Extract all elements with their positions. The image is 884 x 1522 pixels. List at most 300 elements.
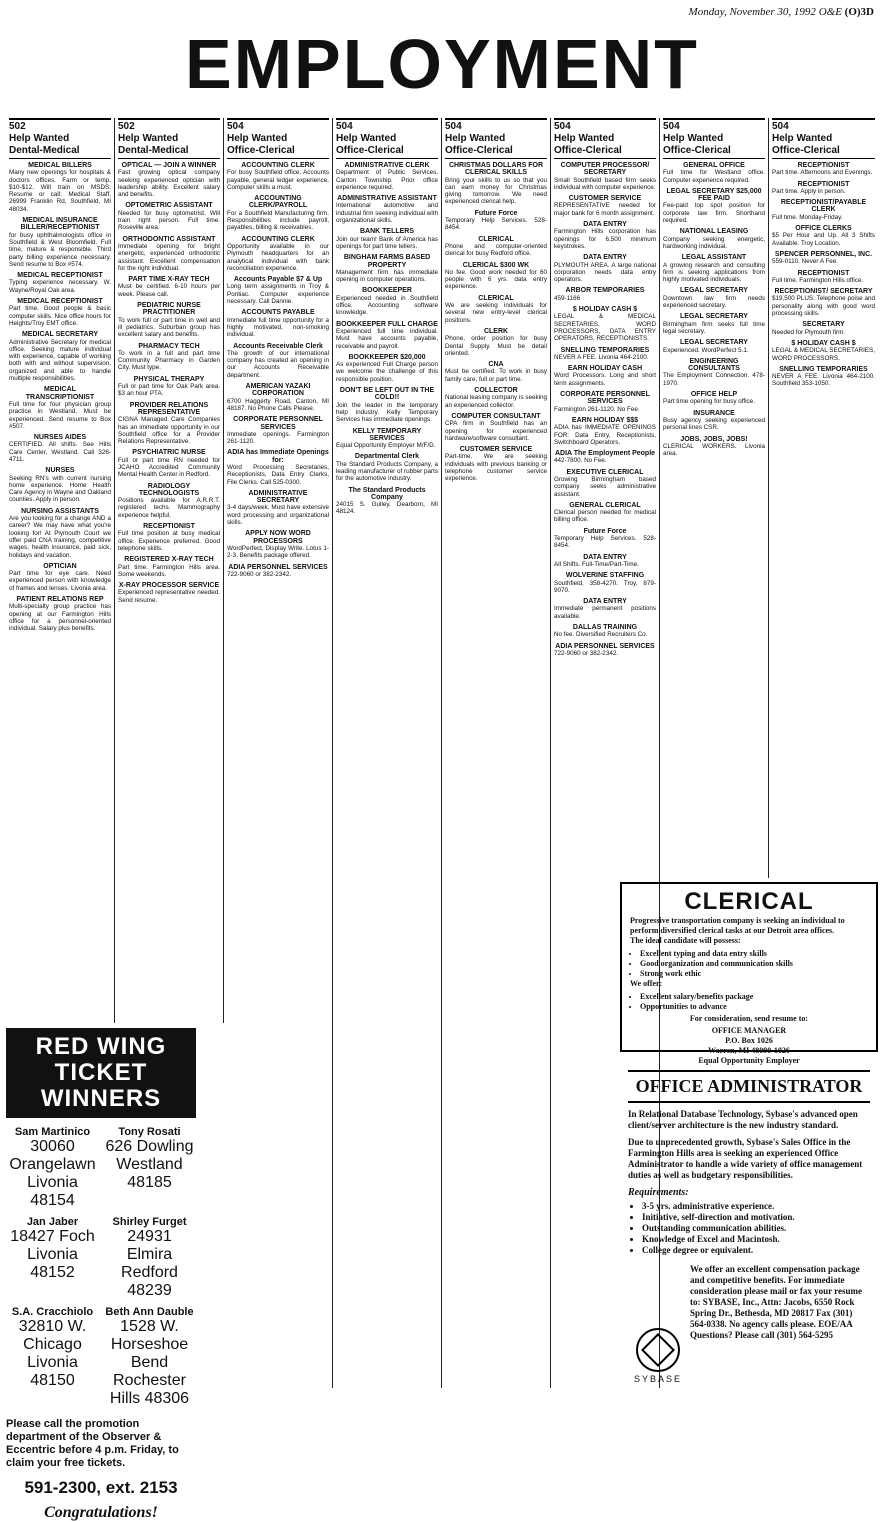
- ad-title: RECEPTIONIST: [797, 180, 850, 188]
- classified-ad: [336, 321, 438, 350]
- ad-title: DATA ENTRY: [583, 598, 627, 606]
- ad-title: ACCOUNTING CLERK/PAYROLL: [248, 195, 308, 210]
- ad-title: BINGHAM FARMS BASED PROPERTY: [343, 254, 431, 269]
- ad-body: Fast growing optical company seeking experienced optician with leadership ability. Excellent salary and benefits.: [118, 169, 220, 199]
- ad-body: Word Processors. Long and short term assignments.: [554, 372, 656, 387]
- ad-title: The Standard Products Company: [348, 486, 426, 501]
- ad-body: Are you looking for a change AND a career? We may have what you're looking for! At Plymouth Court we offer paid CNA training, competitive wages, health insurance, paid sick, holidays and vacation.: [9, 515, 111, 559]
- ad-title: LEGAL SECRETARY: [680, 313, 748, 321]
- column-heading-label: Help Wanted: [227, 133, 288, 144]
- masthead: [0, 0, 884, 110]
- oa-requirement-item: • 3-5 yrs. administrative experience.: [642, 1201, 870, 1212]
- ad-body: As experienced Full Charge person we welcome the challenge of this responsible position.: [336, 361, 438, 383]
- sybase-logo-icon: [636, 1328, 680, 1372]
- ad-title: KELLY TEMPORARY SERVICES: [352, 427, 422, 442]
- classified-ad: [9, 217, 111, 268]
- classified-column: [769, 118, 878, 878]
- oa-requirements-label: Requirements:: [628, 1187, 689, 1198]
- classified-ad: [9, 162, 111, 213]
- classified-column: [115, 118, 224, 1023]
- ad-body: Full time for four physician group practice in Westland. Must be experienced. Send resume to Box #507.: [9, 400, 111, 430]
- ad-title: RADIOLOGY TECHNOLOGISTS: [138, 482, 200, 497]
- ad-title: Future Force: [474, 209, 518, 217]
- clerical-contact-label: For consideration, send resume to:: [689, 1014, 809, 1023]
- classified-ad: [445, 295, 547, 324]
- classified-ad: [554, 598, 656, 620]
- clerical-title: CLERICAL: [684, 888, 814, 915]
- winner-addr2: Rochester Hills 48306: [109, 1372, 190, 1407]
- ad-body: NEVER A FEE. Livonia 464-2100. Southfield 353-1050.: [772, 373, 875, 388]
- ad-title: APPLY NOW WORD PROCESSORS: [245, 530, 311, 545]
- oa-closing: We offer an excellent compensation package and competitive benefits. For immediate consideration please mail or fax your resume to: SYBASE, Inc., Attn: Jacobs, 6550 Rock Spring Dr., Bethesda, MD 20817 Fax (301) 564-0338. No agency calls please. EOE/AA Questions? Please call (301) 564-5295: [690, 1264, 862, 1340]
- classified-ad: [663, 339, 765, 354]
- ad-body: Farmington Hills corporation has openings for 6,500 minimum keystrokes.: [554, 228, 656, 250]
- ad-body: Temporary Help Services. 528-8454.: [554, 535, 656, 550]
- ad-body: PLYMOUTH AREA. A large national corporation needs data entry operators.: [554, 261, 656, 284]
- oa-paragraph-2: Due to unprecedented growth, Sybase's Sales Office in the Farmington Hills area is seeking an experienced Office Administrator to handle a wide variety of office management duties as well as budgetary responsibilities.: [628, 1137, 863, 1180]
- ad-title: Accounts Receivable Clerk: [233, 342, 323, 350]
- ad-title: MEDICAL RECEPTIONIST: [17, 272, 103, 280]
- classified-ad: [554, 572, 656, 594]
- classified-ad: [9, 508, 111, 559]
- winner-addr2: Westland 48185: [116, 1156, 183, 1191]
- classified-ad: [9, 434, 111, 463]
- paper-name: O&E: [818, 6, 842, 18]
- classified-ad: [336, 428, 438, 450]
- ad-body: Experienced. WordPerfect 5.1.: [663, 346, 749, 354]
- classified-ad: [9, 467, 111, 503]
- ad-title: CUSTOMER SERVICE: [568, 195, 642, 203]
- ad-title: OFFICE HELP: [690, 391, 738, 399]
- classified-ad: [772, 181, 875, 196]
- classified-ad: [227, 276, 329, 305]
- ad-body: WordPerfect, Display Write. Lotus 1-2-3. Benefits package offered.: [227, 544, 329, 560]
- classified-ad: [663, 287, 765, 309]
- ad-body: Needed for Plymouth firm.: [772, 328, 846, 336]
- classified-ad: [336, 254, 438, 283]
- ad-body: Part time. Farmington Hills area. Some weekends.: [118, 563, 220, 578]
- clerical-possesses-item: • Good organization and communication skills: [640, 959, 868, 969]
- classified-ad: [227, 564, 329, 579]
- winner-name: Jan Jaber: [26, 1216, 79, 1228]
- ad-body: 442-7800. No Fee.: [554, 457, 607, 465]
- classified-column: [660, 118, 769, 878]
- column-heading-sub: Office-Clerical: [772, 145, 840, 156]
- classified-ad: [227, 195, 329, 231]
- classified-ad: [554, 469, 656, 498]
- ad-body: Word Processing Secretaries, Receptionists, Data Entry Clerks, File Clerks. Call 525-0300.: [227, 463, 329, 486]
- winner-entry: [103, 1126, 196, 1210]
- column-heading: [336, 118, 438, 159]
- column-heading: [118, 118, 220, 159]
- classified-ad: [663, 313, 765, 335]
- winner-addr2: Redford 48239: [121, 1264, 178, 1299]
- column-heading-title: 504: [445, 121, 462, 132]
- ad-title: JOBS, JOBS, JOBS!: [680, 435, 748, 443]
- classified-ad: [554, 162, 656, 191]
- ad-body: Part time opening for busy office.: [663, 398, 755, 406]
- ad-title: RECEPTIONIST: [143, 523, 195, 531]
- classified-ad: [118, 556, 220, 578]
- ad-title: BANK TELLERS: [359, 228, 415, 236]
- ad-body: Department of Public Services, Canton Township. Prior office experience required.: [336, 169, 438, 191]
- ad-body: Bring your skills to us so that you can earn money for Christmas giving tomorrow. We need experienced clerical help.: [445, 176, 547, 206]
- classified-ad: [772, 321, 875, 336]
- ad-title: ADIA has Immediate Openings for:: [227, 449, 329, 464]
- ad-body: Immediate full time opportunity for a highly motivated, non-smoking individual.: [227, 316, 329, 339]
- ad-body: Farmington 261-1120. No Fee.: [554, 405, 640, 413]
- classified-ad: [772, 270, 875, 285]
- classified-ad: [663, 410, 765, 432]
- ad-title: ENGINEERING CONSULTANTS: [688, 357, 740, 373]
- ad-body: NEVER A FEE. Livonia 464-2100.: [554, 353, 649, 361]
- ad-body: 722-9060 or 382-2342.: [554, 649, 619, 657]
- ad-title: NATIONAL LEASING: [679, 228, 749, 236]
- winners-list: [6, 1126, 196, 1408]
- classified-ad: [9, 298, 111, 327]
- classified-ad: [554, 554, 656, 569]
- ad-title: DATA ENTRY: [583, 221, 627, 229]
- ad-title: PHYSICAL THERAPY: [133, 375, 205, 383]
- classified-ad: [118, 402, 220, 446]
- winner-addr2: Livonia 48154: [27, 1174, 78, 1209]
- ad-body: 459-1166: [554, 294, 581, 302]
- oa-requirements-list: [628, 1201, 870, 1256]
- column-heading: [663, 118, 765, 159]
- ad-title: Accounts Payable $7 & Up: [233, 276, 323, 284]
- oa-requirement-item: • Outstanding communication abilities.: [642, 1223, 870, 1234]
- classified-ad: [227, 309, 329, 338]
- ad-title: PSYCHIATRIC NURSE: [132, 449, 206, 457]
- clerical-possesses-item: • Strong work ethic: [640, 969, 868, 979]
- red-wing-note: Please call the promotion department of the Observer & Eccentric before 4 p.m. Friday, to claim your free tickets.: [6, 1418, 179, 1469]
- ad-body: 6700 Haggerty Road, Canton, MI 48187. No Phone Calls Please.: [227, 397, 329, 412]
- winner-name: Shirley Furget: [112, 1216, 187, 1228]
- winner-addr1: 32810 W. Chicago: [18, 1318, 87, 1353]
- column-heading: [227, 118, 329, 159]
- ad-body: The Employment Connection. 478-1970.: [663, 372, 765, 387]
- ad-title: CLERICAL: [478, 294, 514, 302]
- classified-ad: [772, 162, 875, 177]
- column-heading-sub: Dental-Medical: [118, 145, 189, 156]
- classified-ad: [118, 202, 220, 231]
- clerical-possesses-list: [630, 949, 868, 979]
- classified-ad: [554, 417, 656, 446]
- ad-body: Full time for Westland office. Computer experience required.: [663, 169, 765, 184]
- ad-title: SNELLING TEMPORARIES: [560, 346, 650, 354]
- column-heading: [445, 118, 547, 159]
- oa-requirement-item: • Knowledge of Excel and Macintosh.: [642, 1234, 870, 1245]
- ad-body: We are seeking individuals for several new entry-level clerical positions.: [445, 302, 547, 324]
- ad-title: EARN HOLIDAY CASH: [567, 365, 643, 373]
- classified-ad: [445, 387, 547, 409]
- column-heading-title: 504: [554, 121, 571, 132]
- winner-addr1: 18427 Foch: [10, 1228, 95, 1245]
- ad-title: OPTOMETRIC ASSISTANT: [125, 202, 213, 210]
- ad-body: LEGAL & MEDICAL SECRETARIES, WORD PROCESSORS, DATA ENTRY OPERATORS, RECEPTIONISTS.: [554, 313, 656, 343]
- ad-body: To work in a full and part time Community Pharmacy in Garden City. Must type.: [118, 349, 220, 372]
- ad-title: CORPORATE PERSONNEL SERVICES: [560, 391, 650, 406]
- classified-ad: [445, 262, 547, 291]
- ad-body: Small Southfield based firm seeks individual with computer experience.: [554, 176, 656, 191]
- office-administrator-ad: [620, 1066, 878, 1388]
- ad-title: MEDICAL INSURANCE BILLER/RECEPTIONIST: [20, 217, 100, 232]
- column-heading-title: 502: [118, 121, 135, 132]
- classified-ad: [663, 436, 765, 458]
- clerical-contact-line: Warren, MI 48090-1026: [708, 1046, 790, 1055]
- ad-body: REPRESENTATIVE needed for major bank for 6 month assignment.: [554, 202, 656, 217]
- winner-entry: [6, 1306, 99, 1408]
- ad-title: PART TIME X-RAY TECH: [128, 276, 210, 284]
- classified-ad: [118, 236, 220, 272]
- ad-body: Must be certified. To work in busy family care, full or part time.: [445, 368, 547, 383]
- classified-ad: [118, 523, 220, 552]
- ad-body: for busy ophthalmologists office in Southfield & West Bloomfield. Full time, mature & responsible. Third party billing experience necessary. Send resume to Box #574.: [9, 231, 111, 268]
- ad-body: Management firm has immediate opening in computer operations.: [336, 268, 438, 284]
- winner-entry: [103, 1306, 196, 1408]
- ad-title: SECRETARY: [802, 321, 845, 329]
- ad-title: RECEPTIONIST: [797, 269, 850, 277]
- classified-ad: [554, 624, 656, 639]
- ad-title: WOLVERINE STAFFING: [565, 572, 645, 580]
- classified-ad: [336, 287, 438, 316]
- ad-title: NURSES: [45, 467, 75, 475]
- classified-ad: [336, 195, 438, 224]
- ad-title: DATA ENTRY: [583, 254, 627, 262]
- ad-title: RECEPTIONIST: [797, 162, 850, 169]
- oa-paragraph-1: In Relational Database Technology, Sybase's advanced open client/server architecture is the new industry standard.: [628, 1109, 858, 1130]
- classified-ad: [227, 383, 329, 412]
- clerical-contact-line: P.O. Box 1026: [725, 1036, 773, 1045]
- ad-body: Phone, order position for busy Dental Supply. Must be detail oriented.: [445, 335, 547, 357]
- ad-title: ADIA The Employment People: [554, 450, 656, 458]
- ad-body: Part time for eye care. Need experienced person with knowledge of frames and lenses. Livonia area.: [9, 570, 111, 592]
- ad-title: Departmental Clerk: [354, 453, 420, 461]
- ad-title: ADMINISTRATIVE CLERK: [344, 162, 430, 169]
- column-heading-sub: Office-Clerical: [663, 145, 731, 156]
- oa-requirement-item: • College degree or equivalent.: [642, 1245, 870, 1256]
- classified-ad: [663, 254, 765, 283]
- ad-title: MEDICAL BILLERS: [28, 162, 92, 169]
- ad-body: 24015 S. Gulley, Dearborn, MI 48124.: [336, 501, 438, 516]
- ad-title: LEGAL SECRETARY: [680, 287, 748, 295]
- ad-title: AMERICAN YAZAKI CORPORATION: [245, 383, 311, 398]
- ad-title: BOOKKEEPER FULL CHARGE: [336, 320, 438, 328]
- ad-title: RECEPTIONIST/PAYABLE CLERK: [780, 199, 867, 214]
- ad-title: SPENCER PERSONNEL, INC.: [774, 250, 873, 258]
- ad-title: OPTICAL — JOIN A WINNER: [121, 162, 217, 169]
- ad-title: ORTHODONTIC ASSISTANT: [122, 235, 216, 243]
- classified-ad: [118, 483, 220, 519]
- ad-body: Full time position at busy medical office. Experience preferred. Good telephone skills.: [118, 530, 220, 552]
- ad-body: Part time. Apply in person.: [772, 187, 846, 195]
- classified-ad: [554, 643, 656, 658]
- ad-title: MEDICAL SECRETARY: [21, 331, 99, 339]
- ad-body: Typing experience necessary. W. Wayne/Royal Oak area.: [9, 279, 111, 294]
- classified-ad: [227, 162, 329, 191]
- ad-body: International automotive and industrial firm seeking individual with organizational skills.: [336, 202, 438, 225]
- oa-requirement-item: • Initiative, self-direction and motivation.: [642, 1212, 870, 1223]
- ad-body: $5 Per Hour and Up. All 3 Shifts Available. Troy Location.: [772, 232, 875, 247]
- ad-title: LEGAL SECRETARY $25,000 FEE PAID: [666, 187, 762, 203]
- column-heading-sub: Office-Clerical: [445, 145, 513, 156]
- ad-body: Clerical person needed for medical billing office.: [554, 509, 656, 524]
- column-heading-label: Help Wanted: [663, 133, 724, 144]
- classified-ad: [118, 343, 220, 372]
- ad-title: GENERAL CLERICAL: [569, 501, 641, 509]
- ad-body: 3-4 days/week. Must have extensive word processing and organizational skills.: [227, 504, 329, 527]
- classified-ad: [772, 199, 875, 221]
- ad-body: Experienced full time individual. Must have accounts payable, receivable and payroll.: [336, 327, 438, 350]
- ad-title: SNELLING TEMPORARIES: [779, 365, 868, 373]
- ad-body: Full time. Monday-Friday.: [772, 213, 843, 221]
- column-heading: [9, 118, 111, 159]
- classified-ad: [9, 563, 111, 592]
- column-heading-title: 504: [336, 121, 353, 132]
- classified-ad: [445, 446, 547, 482]
- winner-entry: [103, 1216, 196, 1300]
- classified-ad: [445, 162, 547, 206]
- ad-title: ADIA PERSONNEL SERVICES: [555, 642, 655, 650]
- column-heading: [554, 118, 656, 159]
- classified-ad: [554, 528, 656, 550]
- classified-column: [224, 118, 333, 1388]
- ad-title: COMPUTER PROCESSOR/ SECRETARY: [560, 162, 650, 177]
- column-heading-label: Help Wanted: [772, 133, 833, 144]
- classified-ad: [445, 236, 547, 258]
- classified-column: [442, 118, 551, 1388]
- ad-body: No fee. Good work needed for 60 people with 6 yrs. data entry experience.: [445, 268, 547, 291]
- winner-name: Tony Rosati: [118, 1126, 181, 1138]
- ad-body: CERTIFIED. All shifts. See Hills Care Center, Westland. Call 326-4711.: [9, 441, 111, 463]
- clerical-possesses-label: The ideal candidate will possess:: [630, 936, 741, 945]
- ad-body: Fee-paid top spot position for corporate law firm. Shorthand required.: [663, 202, 765, 225]
- ad-body: ADIA has IMMEDIATE OPENINGS FOR: Data Entry, Receptionists, Switchboard Operators.: [554, 424, 656, 446]
- ad-body: Opportunity available in our Plymouth headquarters for an analytical individual with bank reconciliation experience.: [227, 242, 329, 272]
- classified-ad: [445, 328, 547, 357]
- ad-title: ARBOR TEMPORARIES: [565, 287, 645, 295]
- classified-ad: [9, 386, 111, 430]
- classified-ad: [663, 162, 765, 184]
- winner-entry: [6, 1216, 99, 1300]
- ad-body: For busy Southfield office. Accounts payable, general ledger experience. Computer skills a must.: [227, 169, 329, 191]
- ad-title: DALLAS TRAINING: [572, 624, 638, 632]
- classified-ad: [445, 361, 547, 383]
- column-heading-sub: Office-Clerical: [336, 145, 404, 156]
- winner-addr1: 626 Dowling: [105, 1138, 194, 1155]
- ad-body: Must be certified. 6-10 hours per week. Please call.: [118, 283, 220, 298]
- ad-title: DATA ENTRY: [583, 553, 627, 561]
- classified-ad: [336, 453, 438, 482]
- clerical-contact-line: Equal Opportunity Employer: [698, 1056, 800, 1065]
- ad-body: Experienced needed in Southfield office. Accounting software knowledge.: [336, 294, 438, 317]
- column-heading: [772, 118, 875, 159]
- ad-title: COLLECTOR: [474, 387, 518, 395]
- ad-title: OFFICE CLERKS: [795, 225, 852, 233]
- ad-title: ACCOUNTING CLERK: [241, 162, 315, 169]
- classified-ad: [118, 449, 220, 478]
- ad-title: EXECUTIVE CLERICAL: [566, 468, 644, 476]
- red-wing-ticket-winners: [6, 1028, 196, 1521]
- ad-title: PEDIATRIC NURSE PRACTITIONER: [137, 302, 201, 317]
- ad-title: REGISTERED X-RAY TECH: [124, 556, 214, 564]
- classified-column: [6, 118, 115, 1023]
- oa-title: OFFICE ADMINISTRATOR: [628, 1070, 870, 1103]
- column-heading-label: Help Wanted: [445, 133, 506, 144]
- clerical-possesses-item: • Excellent typing and data entry skills: [640, 949, 868, 959]
- classified-ad: [554, 347, 656, 362]
- classified-ad: [9, 331, 111, 382]
- classified-ad: [772, 340, 875, 362]
- column-heading-sub: Dental-Medical: [9, 145, 80, 156]
- ad-title: PATIENT RELATIONS REP: [16, 596, 104, 604]
- ad-body: Multi-specialty group practice has opening at our Farmington Hills office for a personnel-oriented individual. Salary plus benefits.: [9, 603, 111, 633]
- classified-ad: [554, 306, 656, 342]
- winner-name: Beth Ann Dauble: [105, 1306, 194, 1318]
- clerical-offer-label: We offer:: [630, 979, 663, 988]
- ad-body: Join our team! Bank of America has openings for part time tellers.: [336, 235, 438, 250]
- ad-title: NURSING ASSISTANTS: [21, 507, 99, 515]
- sybase-logo: [634, 1328, 682, 1384]
- column-heading-sub: Office-Clerical: [554, 145, 622, 156]
- section-title: [0, 25, 884, 103]
- clerical-contact-line: OFFICE MANAGER: [711, 1026, 787, 1035]
- ad-title: CORPORATE PERSONNEL SERVICES: [233, 416, 323, 431]
- ad-body: LEGAL & MEDICAL SECRETARIES, WORD PROCESSORS.: [772, 347, 875, 362]
- section-label: (O)3D: [844, 6, 874, 18]
- ad-body: Immediate permanent positions available.: [554, 605, 656, 620]
- ad-body: Part-time. We are seeking individuals with previous banking or telephone customer service experience.: [445, 453, 547, 483]
- ad-body: Part time. Good people & basic computer skills. Nice office hours for Heights/Troy EMT office.: [9, 305, 111, 327]
- classified-column: [333, 118, 442, 1388]
- ad-title: ACCOUNTS PAYABLE: [241, 309, 315, 317]
- classified-ad: [554, 391, 656, 413]
- ad-title: CLERK: [483, 327, 509, 335]
- date-line: [689, 6, 874, 18]
- clerical-offer-item: • Opportunities to advance: [640, 1002, 868, 1012]
- ad-body: Full or part time for Oak Park area. $3 an hour PTA.: [118, 383, 220, 398]
- classified-ad: [554, 450, 656, 465]
- classified-ad: [227, 236, 329, 272]
- ad-title: ADMINISTRATIVE SECRETARY: [248, 489, 308, 505]
- ad-body: CLERICAL WORKERS. Livonia area.: [663, 442, 765, 458]
- ad-title: GENERAL OFFICE: [683, 162, 745, 169]
- classified-ad: [118, 162, 220, 198]
- red-wing-header: [6, 1028, 196, 1118]
- winner-addr2: Livonia 48150: [27, 1354, 78, 1389]
- column-heading-label: Help Wanted: [336, 133, 397, 144]
- classified-ad: [9, 596, 111, 632]
- classified-ad: [118, 276, 220, 298]
- ad-body: Needed for busy optometrist. Will train right person. Full time. Roseville area.: [118, 209, 220, 232]
- red-wing-title: RED WING: [35, 1033, 167, 1060]
- classified-ad: [336, 228, 438, 250]
- clerical-contact: [630, 1026, 868, 1066]
- classified-ad: [227, 416, 329, 445]
- ad-body: $19,500 PLUS. Telephone poise and personality along with good word processing skills.: [772, 295, 875, 318]
- ad-title: LEGAL ASSISTANT: [681, 254, 747, 262]
- section-title-text: EMPLOYMENT: [185, 25, 699, 103]
- column-heading-title: 502: [9, 121, 26, 132]
- ad-body: No fee. Diversified Recruiters Co.: [554, 631, 648, 639]
- ad-title: CLERICAL: [478, 235, 514, 243]
- ad-body: Temporary Help Services. 528-8454.: [445, 217, 547, 232]
- ad-body: The growth of our international company has created an opening in our Accounts Receivable department.: [227, 349, 329, 379]
- ad-body: National leasing company is seeking an experienced collector.: [445, 394, 547, 409]
- winner-name: Sam Martinico: [14, 1126, 91, 1138]
- ad-body: Downtown law firm needs experienced secretary.: [663, 294, 765, 310]
- ad-body: Many new openings for hospitals & doctors offices. Farm or temp. $10-$12. Will train on MSDS. Resume or call: Medical Staff, 26999 Franklin Rd, Southfield, MI 48034.: [9, 169, 111, 213]
